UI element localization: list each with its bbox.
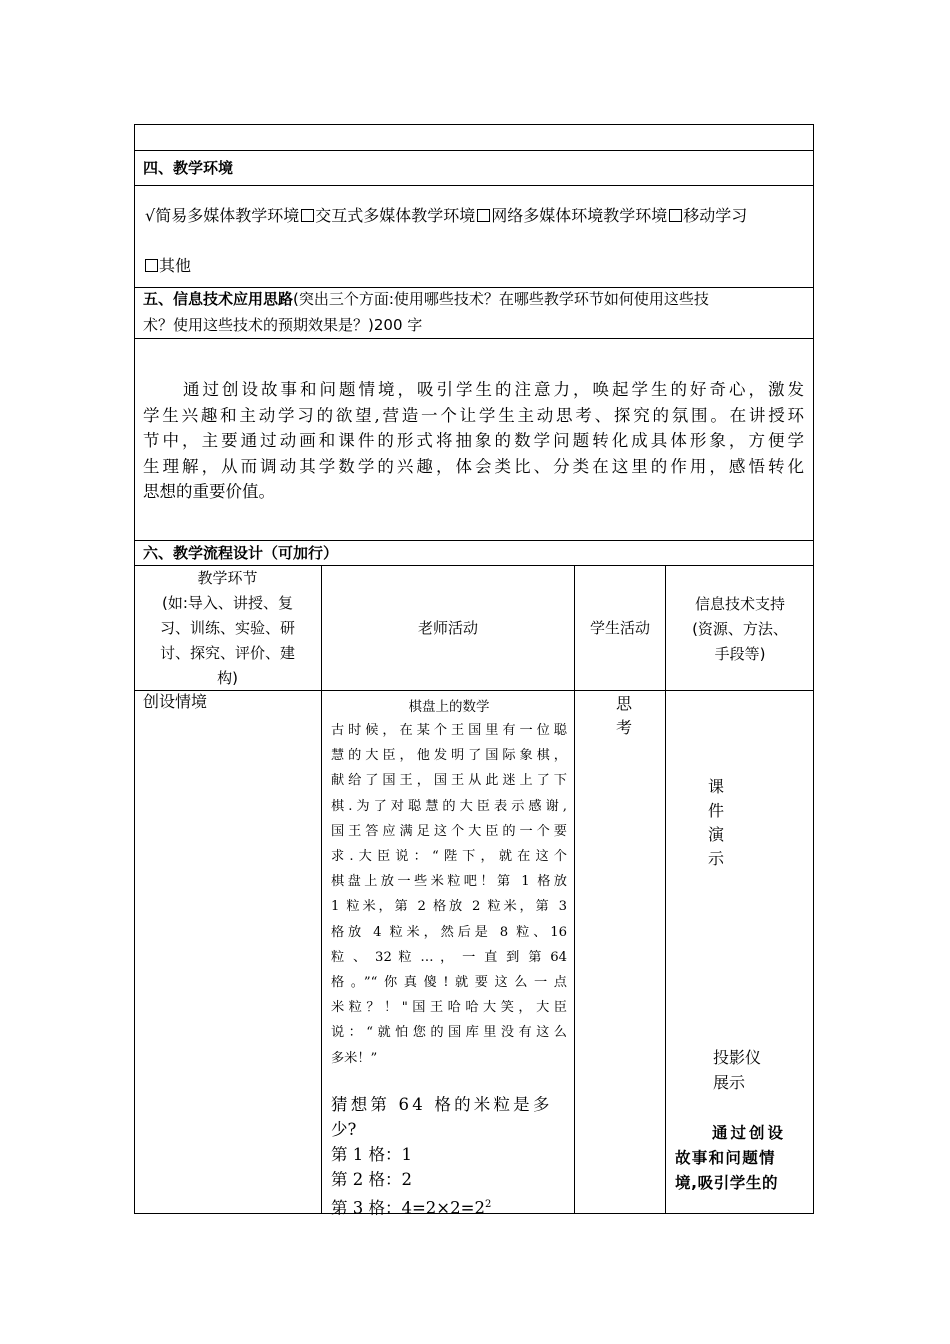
story-line: 古时候，在某个王国里有一位聪 <box>331 723 567 738</box>
tech-purpose: 通过创设 <box>712 1124 787 1142</box>
story-line: 说：“就怕您的国库里没有这么 <box>331 1025 567 1041</box>
option-simple-multimedia[interactable]: √简易多媒体教学环境 <box>145 206 300 225</box>
grid-line: 第 2 格：2 <box>331 1170 412 1189</box>
option-interactive-multimedia[interactable]: 交互式多媒体教学环境 <box>299 206 475 225</box>
tech-purpose: 境,吸引学生的 <box>675 1174 779 1192</box>
grid-line: 第 1 格：1 <box>331 1145 412 1164</box>
checkbox-icon <box>145 259 158 272</box>
header-teacher: 老师活动 <box>417 619 478 637</box>
row-divider <box>134 540 814 541</box>
section5-heading-line1 <box>143 292 709 307</box>
tech-projector: 投影仪 <box>713 1048 762 1067</box>
story-line: 求.大臣说：“陛下，就在这个 <box>331 849 567 864</box>
column-divider <box>321 565 322 1214</box>
section5-note: (突出三个方面:使用哪些技术？在哪些教学环节如何使用这些技 <box>293 290 709 308</box>
row-divider <box>134 338 814 339</box>
question-line: 猜想第 64 格的米粒是多 <box>331 1095 553 1114</box>
option-mobile-learning[interactable]: 移动学习 <box>667 206 747 225</box>
header-student: 学生活动 <box>589 619 650 637</box>
section4-heading: 四、教学环境 <box>143 159 234 177</box>
story-line: 米粒？！"国王哈哈大笑，大臣 <box>331 1000 567 1016</box>
section5-body-line: 思想的重要价值。 <box>143 482 275 501</box>
checkbox-icon <box>477 209 490 222</box>
story-line: 国王答应满足这个大臣的一个要 <box>331 823 567 839</box>
section5-note-line2: 术？使用这些技术的预期效果是？)200 字 <box>143 316 423 334</box>
option-network-multimedia[interactable]: 网络多媒体环境教学环境 <box>475 206 667 225</box>
row-divider <box>134 150 814 151</box>
section5-body-line: 通过创设故事和问题情境，吸引学生的注意力，唤起学生的好奇心，激发 <box>183 380 804 399</box>
story-line: 棋.为了对聪慧的大臣表示感谢, <box>331 798 567 814</box>
story-line: 1 粒米，第 2 格放 2 粒米，第 3 <box>331 899 567 915</box>
exponent: 2 <box>484 1199 492 1210</box>
question-line: 少? <box>331 1120 357 1139</box>
grid-line: 第 3 格：$4=2\times 2=2^2$ <box>331 1198 492 1218</box>
story-title: 棋盘上的数学 <box>408 699 490 715</box>
story-line: 格放 4 粒米，然后是 8 粒、16 <box>331 924 567 940</box>
checkmark-icon: √ <box>145 206 156 225</box>
column-divider <box>574 565 575 1214</box>
section5-body-line: 生理解，从而调动其学数学的兴趣，体会类比、分类在这里的作用，感悟转化 <box>143 456 804 476</box>
stage-cell: 创设情境 <box>143 692 208 711</box>
header-stage: 教学环节 (如:导入、讲授、复 习、训练、实验、研 讨、探究、评价、建 构) <box>159 569 295 687</box>
story-line: 粒 、 32 粒 … ， 一 直 到 第 64 <box>331 949 567 965</box>
story-line: 格。”“你真傻!就要这么一点 <box>331 975 567 990</box>
tech-purpose: 故事和问题情 <box>675 1149 776 1167</box>
row-divider <box>134 185 814 186</box>
checkbox-icon <box>669 209 682 222</box>
environment-options <box>145 208 747 224</box>
option-other[interactable]: 其他 <box>145 258 191 274</box>
story-line: 献给了国王，国王从此迷上了下 <box>331 773 567 789</box>
story-line: 多米！” <box>331 1050 378 1066</box>
row-divider <box>134 287 814 288</box>
tech-courseware: 课 件 演 示 <box>707 777 724 868</box>
section5-body-line: 学生兴趣和主动学习的欲望,营造一个让学生主动思考、探究的氛围。在讲授环 <box>143 405 804 425</box>
student-activity: 思 考 <box>615 694 632 737</box>
section6-heading: 六、教学流程设计（可加行） <box>143 544 339 562</box>
section5-heading: 五、信息技术应用思路 <box>143 290 294 308</box>
header-tech: 信息技术支持 (资源、方法、 手段等) <box>692 595 788 663</box>
tech-projector: 展示 <box>713 1073 746 1092</box>
story-line: 慧的大臣，他发明了国际象棋， <box>331 748 567 764</box>
section5-body-line: 节中，主要通过动画和课件的形式将抽象的数学问题转化成具体形象，方便学 <box>143 431 804 450</box>
checkbox-icon <box>301 209 314 222</box>
story-line: 棋盘上放一些米粒吧！第 1 格放 <box>331 874 567 890</box>
